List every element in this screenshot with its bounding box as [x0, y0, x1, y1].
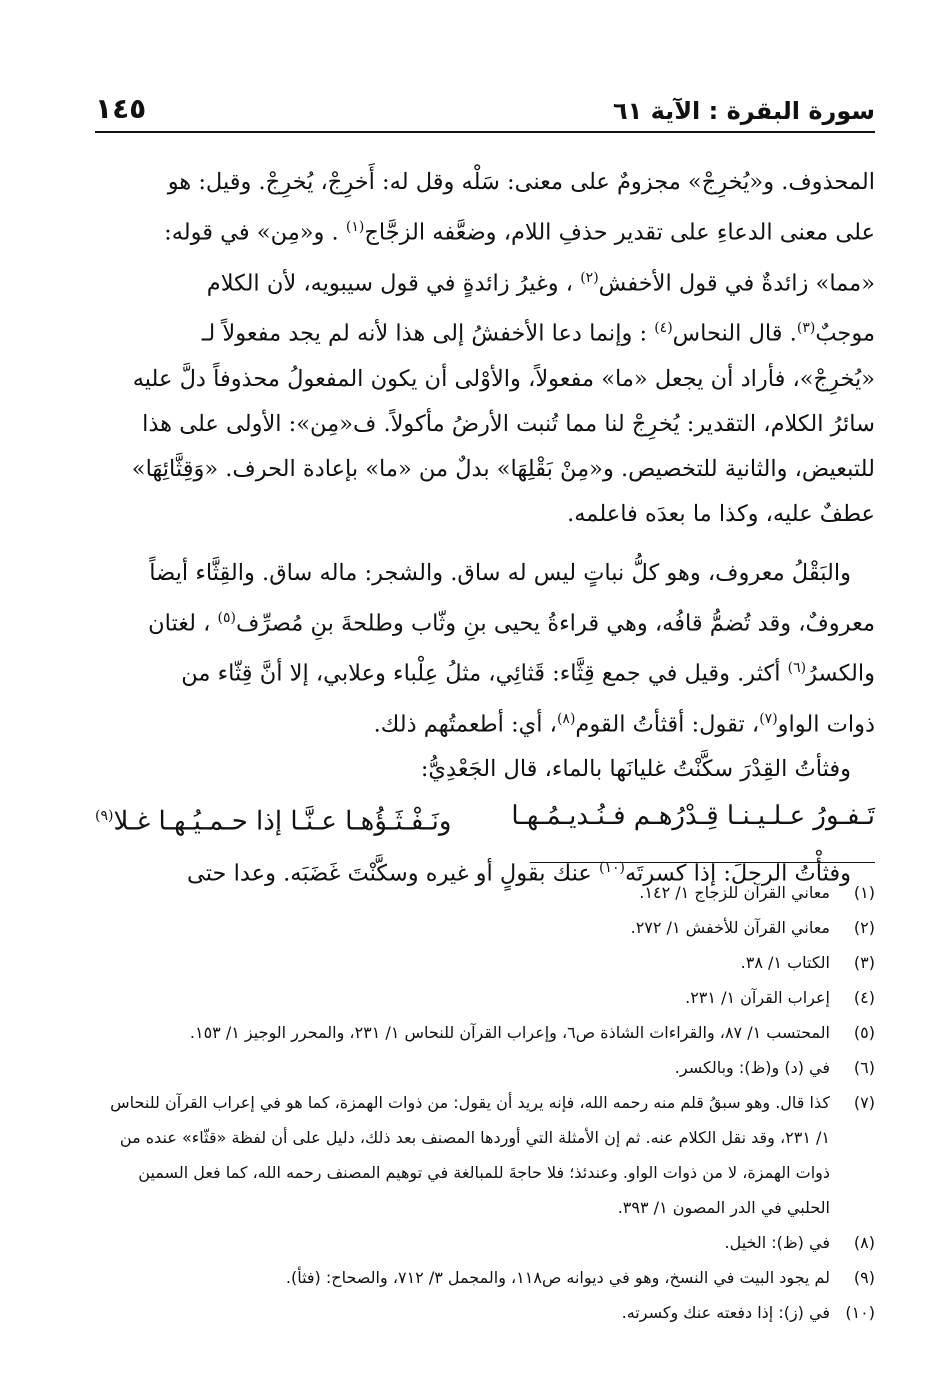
text-line: والكسرُ$^{(٦)}$ أكثر. وقيل في جمع قِثَّاء: قَثائِي، مثلُ عِلْباء وعلابي، إلا أنَّ قِثّاء من — [181, 660, 875, 687]
text-line: «مما» زائدةٌ في قول الأخفش$^{(٢)}$ ، وغيرُ زائدةٍ في قول سيبويه، لأن الكلام — [206, 269, 875, 296]
text-line: وفثأْتُ الرجلَ: إذا كسرتَه$^{(١٠)}$ عنك بقولٍ أو غيره وسكَّنْتَ غَضَبَه. وعدا حتى — [187, 859, 851, 887]
main-text — [95, 160, 875, 896]
footnote-text: المحتسب ١/ ٨٧، والقراءات الشاذة ص٦، وإعراب القرآن للنحاس ١/ ٢٣١، والمحرر الوجيز ١/ ١٥٣. — [189, 1023, 830, 1042]
page-number: ١٤٥ — [95, 92, 147, 125]
footnote-ref[interactable]: (٣) — [796, 320, 816, 336]
verse-second-hemistich: ونَـفْـثَـؤُهـا عـنَّـا إذا حـمـيُـهـا غـلا$^{(٩)}$ — [95, 806, 452, 837]
text-line: وفثأتُ القِدْرَ سكَّنْتُ غليانَها بالماء، قال الجَعْدِيُّ: — [420, 756, 851, 782]
text-line: «يُخرِجْ»، فأراد أن يجعل «ما» مفعولاً، والأوْلى أن يكون المفعولُ محذوفاً دلَّ عليه — [132, 365, 875, 392]
footnote-ref[interactable]: (٧) — [759, 710, 778, 727]
running-title: سورة البقرة : الآية ٦١ — [612, 97, 875, 125]
footnote — [95, 980, 875, 1015]
footnote-number: (٣) — [853, 953, 875, 972]
footnote-ref[interactable]: (١٠) — [599, 859, 625, 876]
text-line: عطفٌ عليه، وكذا ما بعدَه فاعلمه. — [567, 500, 875, 527]
footnote-number: (٦) — [853, 1058, 875, 1077]
footnote-ref[interactable]: (٦) — [787, 660, 807, 676]
text-line: للتبعيض، والثانية للتخصيص. و«مِنْ بَقْلِهَا» بدلٌ من «ما» بإعادة الحرف. «وَقِثَّائِهَا» — [131, 455, 875, 482]
footnote-ref[interactable]: (٥) — [217, 609, 237, 626]
footnote-separator — [530, 862, 875, 863]
footnotes — [95, 875, 875, 1330]
footnote — [95, 1050, 875, 1085]
footnote-text: في (ز): إذا دفعته عنك وكسرته. — [621, 1303, 830, 1322]
footnote-text: إعراب القرآن ١/ ٢٣١. — [685, 988, 830, 1007]
footnote-text: معاني القرآن للأخفش ١/ ٢٧٢. — [630, 918, 830, 937]
text-line: معروفٌ، وقد تُضمُّ قافُه، وهي قراءةُ يحيى بنِ وثّاب وطلحةَ بنِ مُصرِّف$^{(٥)}$ ، لغتان — [148, 609, 875, 636]
text-line: على معنى الدعاءِ على تقدير حذفِ اللام، وضعَّفه الزجَّاج$^{(١)}$ . و«مِن» في قوله: — [164, 219, 875, 246]
footnote — [95, 945, 875, 980]
verse-first-hemistich: تَـفـورُ عـلـيـنـا قِـدْرُهـم فـنُـديـمُـهـا — [511, 801, 875, 831]
text-line: سائرُ الكلام، التقدير: يُخرِجْ لنا مما تُنبت الأرضُ مأكولاً. ف«مِن»: الأولى على هذا — [142, 410, 875, 437]
footnote-text: لم يجود البيت في النسخ، وهو في ديوانه ص١١٨، والمجمل ٣/ ٧١٢، والصحاح: (فثأ). — [285, 1268, 830, 1287]
footnote-number: (١) — [853, 883, 875, 902]
footnote-ref[interactable]: (٢) — [580, 269, 599, 286]
text-line: موجبٌ$^{(٣)}$. قال النحاس$^{(٤)}$ : وإنما دعا الأخفشُ إلى هذا لأنه لم يجد مفعولاً لـ — [201, 320, 875, 347]
footnote-ref[interactable]: (٤) — [654, 320, 673, 336]
footnote-number: (٤) — [853, 988, 875, 1007]
footnote-text: معاني القرآن للزجاج ١/ ١٤٢. — [639, 883, 830, 902]
footnote — [95, 875, 875, 910]
footnote-text: كذا قال. وهو سبقُ قلم منه رحمه الله، فإنه يريد أن يقول: من ذوات الهمزة، كما هو في إعراب القرآن للنحاس ١/ ٢٣١، وقد نقل الكلام عنه. ثم إن الأمثلة التي أوردها المصنف بعد ذلك، دليل على أن لفظة «قثّاء» عنده من ذوات الهمزة، لا من ذوات الواو. وعندئذ؛ فلا حاجةَ للمبالغة في توهيم المصنف رحمه الله، كما فعل السمين الحلبي في الدر المصون ١/ ٣٩٣. — [110, 1093, 830, 1217]
footnote-number: (٢) — [853, 918, 875, 937]
page-header — [95, 85, 875, 125]
footnote — [95, 1260, 875, 1295]
footnote — [95, 1085, 875, 1225]
footnote-ref[interactable]: (١) — [345, 219, 365, 235]
footnote-number: (٧) — [853, 1093, 875, 1112]
footnote — [95, 910, 875, 945]
footnote-number: (٩) — [853, 1268, 875, 1287]
footnote — [95, 1015, 875, 1050]
footnote-ref[interactable]: (٨) — [556, 710, 576, 727]
header-rule — [95, 131, 875, 133]
footnote-text: في (د) و(ظ): وبالكسر. — [674, 1058, 830, 1077]
footnote-number: (٨) — [853, 1233, 875, 1252]
footnote-ref[interactable]: (٩) — [95, 808, 114, 824]
text-line: والبَقْلُ معروف، وهو كلُّ نباتٍ ليس له ساق. والشجر: ماله ساق. والقِثَّاء أيضاً — [149, 559, 851, 586]
footnote — [95, 1295, 875, 1330]
footnote-number: (٥) — [853, 1023, 875, 1042]
poetry-verse — [95, 792, 875, 846]
footnote-number: (١٠) — [845, 1303, 875, 1322]
footnote-text: في (ظ): الخيل. — [724, 1233, 830, 1252]
footnote — [95, 1225, 875, 1260]
text-line: المحذوف. و«يُخرِجْ» مجزومٌ على معنى: سَلْه وقل له: أَخرِجْ، يُخرِجْ. وقيل: هو — [167, 169, 875, 195]
footnote-text: الكتاب ١/ ٣٨. — [740, 953, 830, 972]
text-line: ذوات الواو$^{(٧)}$، تقول: أقثأتُ القوم$^{(٨)}$، أي: أطعمتُهم ذلك. — [373, 710, 875, 737]
